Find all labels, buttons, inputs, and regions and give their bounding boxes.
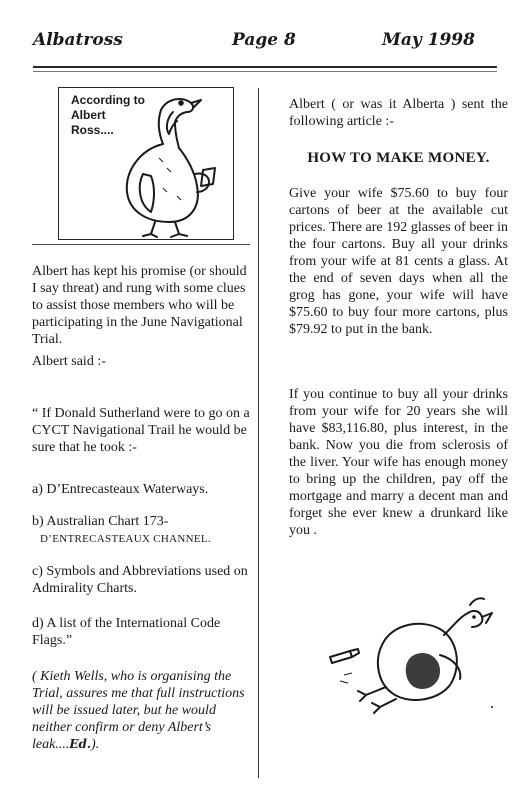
- header-rule: [33, 66, 497, 68]
- editor-note-end: ).: [91, 737, 100, 752]
- list-item-d: d) A list of the International Code Flags.”: [32, 616, 221, 648]
- page-number: Page 8: [232, 30, 296, 50]
- issue-date: May 1998: [382, 30, 475, 50]
- albert-said: Albert said :-: [32, 354, 106, 369]
- list-item-c: c) Symbols and Abbreviations used on Admirality Charts.: [32, 564, 248, 596]
- editor-note: [32, 668, 250, 753]
- list-item-a: a) D’Entrecasteaux Waterways.: [32, 482, 209, 497]
- cartoon-underline: [32, 244, 250, 245]
- article-intro: Albert ( or was it Alberta ) sent the following article :-: [289, 97, 508, 129]
- list-item-b-line2: D’ENTRECASTEAUX CHANNEL.: [40, 533, 211, 545]
- column-divider: [258, 88, 259, 778]
- quote-paragraph: “ If Donald Sutherland were to go on a CYCT Navigational Trail he would be sure that he took :-: [32, 406, 250, 455]
- masthead-title: Albatross: [33, 30, 123, 50]
- albatross-illustration: [59, 88, 233, 239]
- drunk-albatross-illustration: [322, 595, 502, 715]
- cartoon-caption-line1: According to: [71, 93, 145, 107]
- list-item-b: [32, 513, 250, 548]
- list-item-b-line1: b) Australian Chart 173-: [32, 514, 169, 529]
- editor-signature: Ed.: [69, 737, 92, 751]
- article-paragraph-2: If you continue to buy all your drinks from your wife for 20 years she will have $83,116.80, plus interest, in the bank. Now you die from sclerosis of the liver. Your wife has enough money to bring up the children, pay off the mortgage and marry a decent man and forget she ever knew a drunkard like you .: [289, 387, 508, 538]
- article-heading: HOW TO MAKE MONEY.: [307, 150, 490, 166]
- albert-ross-cartoon: [58, 87, 234, 240]
- article-paragraph-1: Give your wife $75.60 to buy four cartons of beer at the available cut prices. There are 192 glasses of beer in the four cartons. Buy all your drinks from your wife at 81 cents a glass. At the end of seven days when all the grog has gone, your wife will have $75.60 to buy four more cartons, plus $79.92 to put in the bank.: [289, 186, 508, 337]
- intro-paragraph: Albert has kept his promise (or should I say threat) and rung with some clues to assist those members who will be participating in the June Navigational Trial.: [32, 264, 247, 347]
- editor-note-text: ( Kieth Wells, who is organising the Trial, assures me that full instructions will be issued later, but he would neither confirm or deny Albert’s leak....: [32, 669, 245, 752]
- cartoon-caption-line2: Albert Ross....: [71, 108, 114, 137]
- header-rule-thin: [33, 71, 497, 72]
